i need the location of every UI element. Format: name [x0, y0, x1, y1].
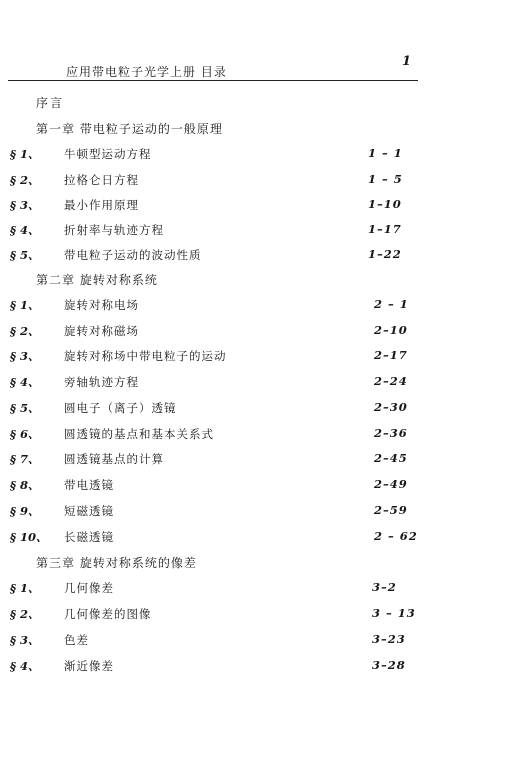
header-divider [8, 80, 418, 81]
section-page: 2–30 [374, 400, 408, 414]
section-number: § 5、 [10, 248, 40, 262]
section-number: § 1、 [10, 298, 40, 312]
section-number: § 4、 [10, 375, 40, 389]
chapter-2-title: 第二章 旋转对称系统 [36, 273, 158, 287]
toc-row [0, 323, 505, 343]
section-number: § 5、 [10, 401, 40, 415]
preface-entry: 序言 [36, 96, 65, 110]
section-title: 旁轴轨迹方程 [64, 375, 139, 389]
toc-row [0, 222, 505, 242]
section-page: 2 – 62 [374, 529, 418, 543]
section-page: 2–17 [374, 348, 408, 362]
section-page: 3–2 [372, 580, 397, 594]
section-title: 旋转对称场中带电粒子的运动 [64, 349, 227, 363]
toc-row [0, 426, 505, 446]
section-number: § 3、 [10, 349, 40, 363]
toc-row [0, 503, 505, 523]
toc-row [0, 529, 505, 549]
section-page: 2–10 [374, 323, 408, 337]
toc-row [0, 197, 505, 217]
section-title: 长磁透镜 [64, 530, 114, 544]
section-title: 带电粒子运动的波动性质 [64, 248, 202, 262]
section-number: § 4、 [10, 223, 40, 237]
section-page: 3 – 13 [372, 606, 416, 620]
toc-row [0, 374, 505, 394]
chapter-3-title: 第三章 旋转对称系统的像差 [36, 556, 197, 570]
section-number: § 8、 [10, 478, 40, 492]
section-number: § 2、 [10, 324, 40, 338]
toc-row [0, 172, 505, 192]
section-number: § 9、 [10, 504, 40, 518]
section-title: 几何像差的图像 [64, 607, 152, 621]
section-page: 2–36 [374, 426, 408, 440]
section-page: 2–45 [374, 451, 408, 465]
section-title: 旋转对称电场 [64, 298, 139, 312]
section-title: 圆透镜的基点和基本关系式 [64, 427, 214, 441]
section-title: 牛顿型运动方程 [64, 147, 152, 161]
toc-row [0, 606, 505, 626]
section-number: § 2、 [10, 173, 40, 187]
toc-row [0, 451, 505, 471]
toc-row [0, 348, 505, 368]
section-title: 旋转对称磁场 [64, 324, 139, 338]
toc-row [0, 146, 505, 166]
section-page: 1–10 [368, 197, 402, 211]
toc-row [0, 247, 505, 267]
section-title: 最小作用原理 [64, 198, 139, 212]
section-number: § 3、 [10, 198, 40, 212]
section-title: 拉格仑日方程 [64, 173, 139, 187]
section-title: 圆透镜基点的计算 [64, 452, 164, 466]
running-header-title: 应用带电粒子光学上册 目录 [66, 65, 227, 79]
section-title: 短磁透镜 [64, 504, 114, 518]
section-page: 3–23 [372, 632, 406, 646]
section-number: § 7、 [10, 452, 40, 466]
section-number: § 1、 [10, 147, 40, 161]
toc-row [0, 580, 505, 600]
section-page: 2 – 1 [374, 297, 409, 311]
section-page: 3–28 [372, 658, 406, 672]
toc-row [0, 297, 505, 317]
section-page: 1–22 [368, 247, 402, 261]
section-page: 2–24 [374, 374, 408, 388]
section-title: 折射率与轨迹方程 [64, 223, 164, 237]
section-page: 2–59 [374, 503, 408, 517]
section-number: § 3、 [10, 633, 40, 647]
section-number: § 6、 [10, 427, 40, 441]
section-number: § 10、 [10, 530, 48, 544]
section-page: 1 – 5 [368, 172, 403, 186]
section-page: 2–49 [374, 477, 408, 491]
section-page: 1–17 [368, 222, 402, 236]
section-title: 圆电子（离子）透镜 [64, 401, 177, 415]
section-page: 1 – 1 [368, 146, 403, 160]
section-title: 带电透镜 [64, 478, 114, 492]
toc-row [0, 632, 505, 652]
toc-row [0, 400, 505, 420]
section-number: § 2、 [10, 607, 40, 621]
toc-row [0, 477, 505, 497]
page-number: 1 [402, 54, 412, 69]
chapter-1-title: 第一章 带电粒子运动的一般原理 [36, 122, 223, 136]
section-number: § 1、 [10, 581, 40, 595]
section-title: 几何像差 [64, 581, 114, 595]
toc-row [0, 658, 505, 678]
section-title: 色差 [64, 633, 89, 647]
section-title: 渐近像差 [64, 659, 114, 673]
section-number: § 4、 [10, 659, 40, 673]
